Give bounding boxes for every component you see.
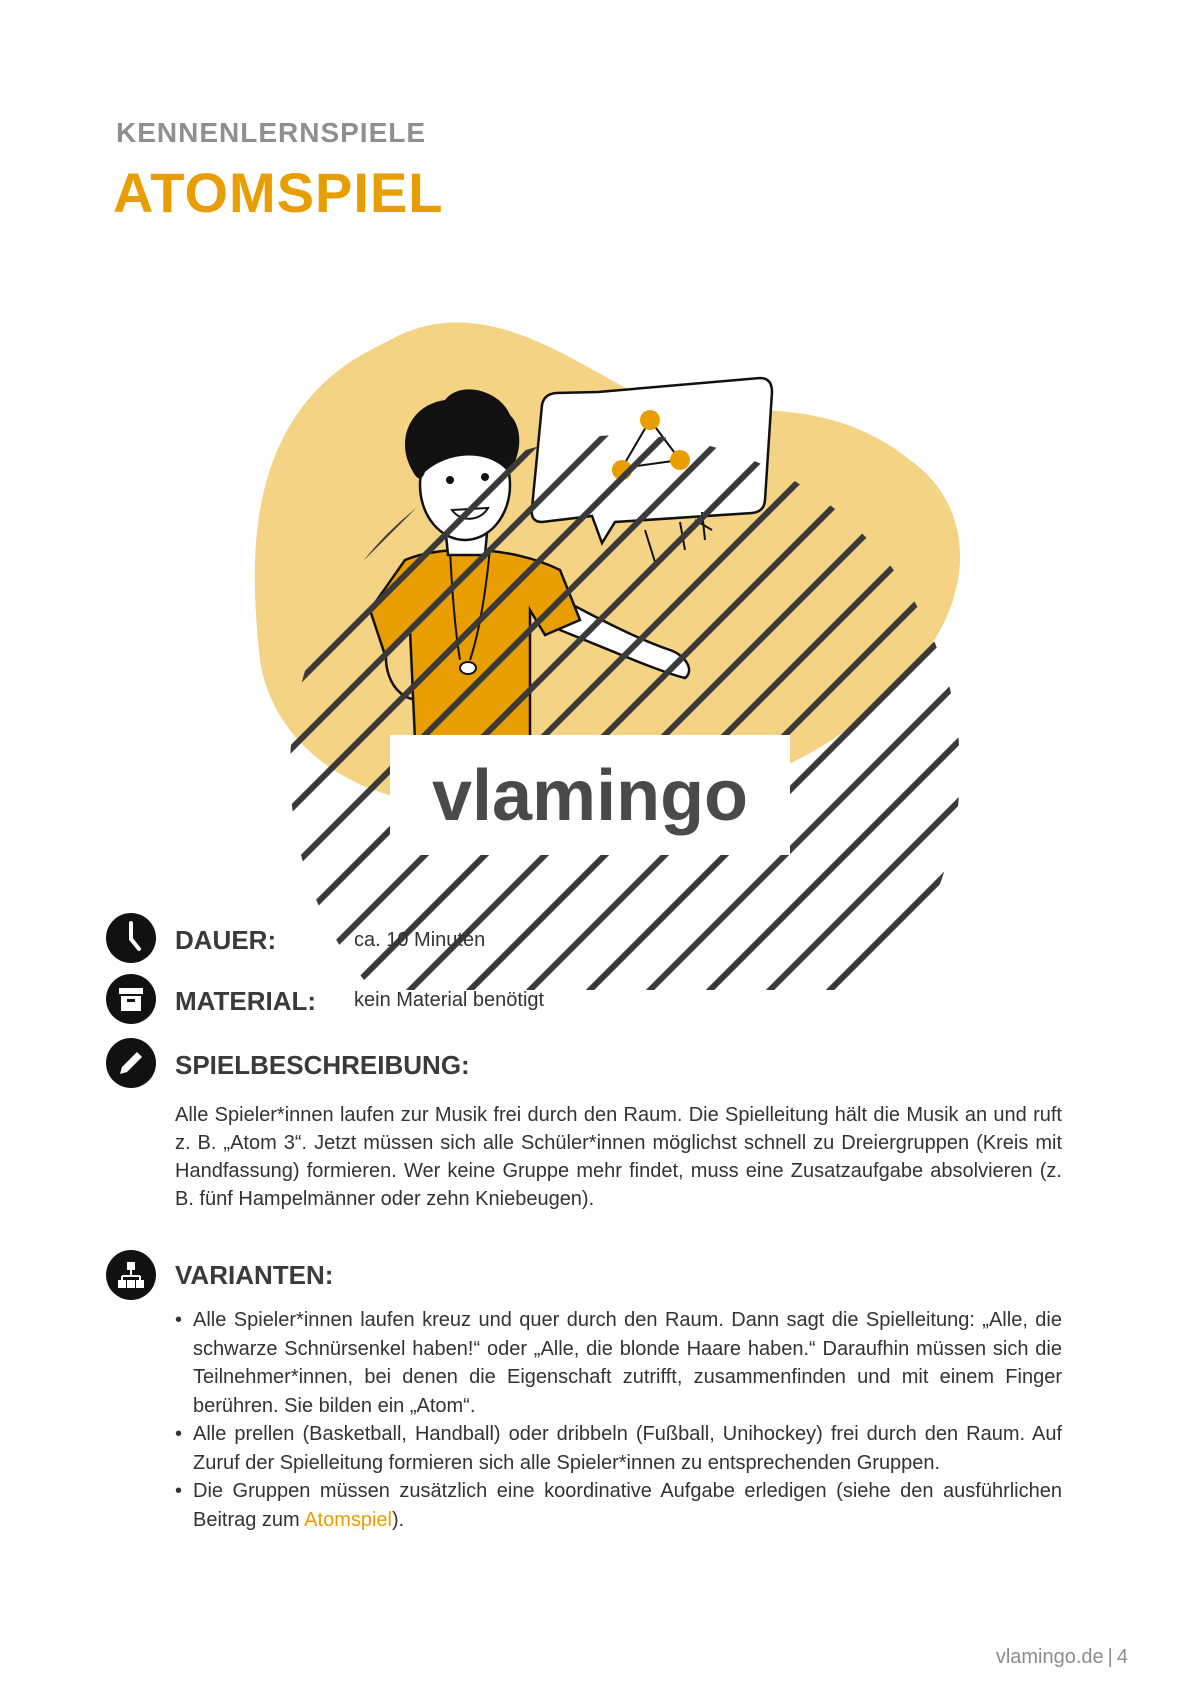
sitemap-icon xyxy=(106,1250,156,1300)
clock-icon xyxy=(106,913,156,963)
category-label: KENNENLERNSPIELE xyxy=(116,117,427,148)
watermark-logo: vlamingo xyxy=(431,756,749,836)
list-item-text: ). xyxy=(391,1508,405,1531)
footer-site: vlamingo.de xyxy=(995,1646,1104,1668)
page-title: ATOMSPIEL xyxy=(113,161,444,224)
variants-list xyxy=(175,1306,1062,1534)
illustration xyxy=(190,300,1020,990)
pencil-icon xyxy=(106,1038,156,1088)
list-item: • Alle prellen (Basketball, Handball) oder dribbeln (Fußball, Unihockey) frei durch den Raum. Auf Zuruf der Spielleitung formieren sich alle Spieler*innen zu entsprechenden Gruppen. xyxy=(175,1420,1062,1477)
duration-value: ca. 10 Minuten xyxy=(354,929,486,951)
footer-separator: | xyxy=(1107,1646,1113,1668)
material-label: MATERIAL: xyxy=(175,986,317,1016)
description-heading: SPIELBESCHREIBUNG: xyxy=(175,1050,470,1080)
page-number: 4 xyxy=(1116,1646,1128,1668)
material-value: kein Material benötigt xyxy=(354,989,545,1011)
list-item-text: Die Gruppen müssen zusätzlich eine koordinative Aufgabe erledigen (siehe den ausführlichen Beitrag zum xyxy=(193,1480,1062,1531)
variants-heading: VARIANTEN: xyxy=(175,1260,334,1290)
coach-illustration xyxy=(190,300,1020,990)
atomspiel-link[interactable]: Atomspiel xyxy=(304,1508,392,1531)
duration-label: DAUER: xyxy=(175,925,277,955)
archive-box-icon xyxy=(106,974,156,1024)
list-item xyxy=(175,1477,1062,1534)
list-item: • Alle Spieler*innen laufen kreuz und quer durch den Raum. Dann sagt die Spielleitung: „Alle, die schwarze Schnürsenkel haben!“ oder „Alle, die blonde Haare haben.“ Daraufhin müssen sich die Teilnehmer*innen, bei denen die Eigenschaft zutrifft, zusammenfinden und mit einem Finger berühren. Sie bilden ein „Atom“. xyxy=(175,1306,1062,1420)
description-text: Alle Spieler*innen laufen zur Musik frei durch den Raum. Die Spielleitung hält die Musik an und ruft z. B. „Atom 3“. Jetzt müssen sich alle Schüler*innen möglichst schnell zu Dreiergruppen (Kreis mit Handfassung) formieren. Wer keine Gruppe mehr findet, muss eine Zusatzaufgabe absolvieren (z. B. fünf Hampelmänner oder zehn Kniebeugen). xyxy=(175,1104,1062,1210)
page-footer xyxy=(996,1646,1128,1669)
